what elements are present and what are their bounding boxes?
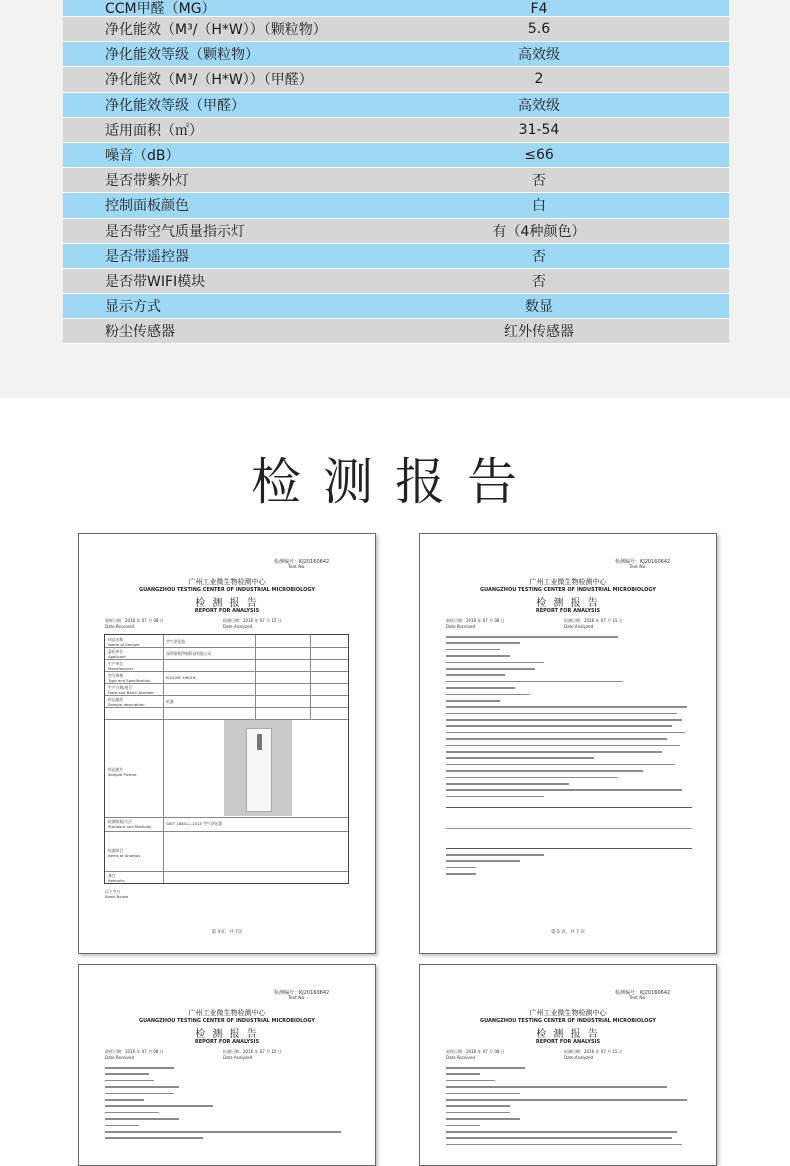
report-title-cn: 检 测 报 告 bbox=[195, 598, 259, 609]
date-analyzed: 检测日期：2016 年 07 月 15 日 bbox=[564, 1049, 623, 1054]
spec-label: 净化能效（M³/（H*W））（甲醛） bbox=[105, 72, 313, 89]
spec-row bbox=[63, 0, 729, 17]
spec-row bbox=[63, 294, 729, 319]
spec-value: 否 bbox=[532, 248, 546, 265]
spec-value: F4 bbox=[530, 1, 548, 17]
center-name-cn: 广州工业微生物检测中心 bbox=[529, 578, 607, 586]
spec-row bbox=[63, 168, 729, 193]
form-value-type: KJ1000F-H9018 bbox=[166, 675, 196, 680]
report-title-en: REPORT FOR ANALYSIS bbox=[194, 1039, 260, 1045]
spec-label: 净化能效等级（甲醛） bbox=[105, 97, 245, 114]
spec-table bbox=[63, 0, 729, 344]
date-analyzed: 检测日期：2016 年 07 月 15 日 bbox=[564, 618, 623, 623]
form-label-remarks: 备注 bbox=[108, 873, 116, 878]
form-label-batch-en: Date and Batch Number bbox=[108, 690, 155, 695]
form-label-picture: 样品照片 bbox=[108, 767, 124, 772]
report-page-4[interactable] bbox=[419, 964, 717, 1166]
spec-value: 高效级 bbox=[518, 97, 560, 114]
form-label-items: 检测项目 bbox=[108, 848, 124, 853]
date-received: 收样日期：2016 年 07 月 08 日 bbox=[105, 1049, 164, 1054]
section-title: 检测报告 bbox=[251, 453, 539, 511]
report-number-en: Test No. bbox=[288, 565, 306, 570]
form-label-applicant-en: Applicant bbox=[108, 654, 126, 659]
form-label-manufacturer-en: Manufacturer bbox=[108, 666, 134, 671]
results-table bbox=[446, 807, 692, 849]
report-number: 检测编号：KJ20160642 bbox=[615, 559, 671, 565]
report-page-2[interactable] bbox=[419, 533, 717, 954]
form-label-batch: 生产日期/批号 bbox=[108, 685, 133, 690]
spec-row bbox=[63, 319, 729, 344]
page-footer: 第 5 页，共 7 页 bbox=[551, 930, 585, 935]
spec-panel bbox=[0, 0, 790, 398]
spec-value: ≤66 bbox=[524, 147, 554, 164]
center-name-cn: 广州工业微生物检测中心 bbox=[188, 578, 266, 586]
spec-value: 白 bbox=[532, 198, 546, 215]
center-name-cn: 广州工业微生物检测中心 bbox=[529, 1009, 607, 1017]
form-label-picture-en: Sample Picture bbox=[108, 772, 137, 777]
center-name-en: GUANGZHOU TESTING CENTER OF INDUSTRIAL MICROBIOLOGY bbox=[479, 1018, 657, 1024]
form-label-applicant: 委托单位 bbox=[108, 649, 124, 654]
spec-label: 适用面积（㎡） bbox=[105, 122, 203, 139]
report-title-cn: 检 测 报 告 bbox=[536, 598, 600, 609]
report-number: 检测编号：KJ20160642 bbox=[274, 990, 330, 996]
spec-label: CCM甲醛（MG） bbox=[105, 1, 216, 17]
form-label-description: 样品描述 bbox=[108, 697, 124, 702]
spec-label: 净化能效（M³/（H*W））（颗粒物） bbox=[105, 22, 327, 39]
date-received-en: Date Received bbox=[105, 1055, 135, 1060]
date-received: 收样日期：2016 年 07 月 08 日 bbox=[446, 618, 505, 623]
date-analyzed: 检测日期：2016 年 07 月 15 日 bbox=[223, 618, 282, 623]
spec-value: 5.6 bbox=[527, 21, 551, 38]
spec-value: 红外传感器 bbox=[504, 324, 574, 341]
report-page-3[interactable] bbox=[78, 964, 376, 1166]
spec-value: 2 bbox=[534, 71, 544, 88]
spec-value: 有（4种颜色） bbox=[492, 223, 586, 240]
spec-label: 噪音（dB） bbox=[105, 148, 180, 165]
spec-row bbox=[63, 244, 729, 269]
report-title-en: REPORT FOR ANALYSIS bbox=[535, 1039, 601, 1045]
report-dates bbox=[105, 1049, 355, 1060]
spec-row bbox=[63, 118, 729, 143]
report-dates bbox=[446, 618, 696, 629]
form-label-type-en: Type and Specification bbox=[108, 678, 151, 683]
form-value-standard: GB/T 18801—2015 空气净化器 bbox=[166, 821, 223, 826]
report-dates bbox=[105, 618, 355, 629]
center-name-en: GUANGZHOU TESTING CENTER OF INDUSTRIAL MICROBIOLOGY bbox=[138, 1018, 316, 1024]
form-value-applicant: 深圳保利伊顿科技有限公司 bbox=[166, 651, 212, 656]
date-analyzed-en: Date Analyzed bbox=[223, 624, 253, 629]
spec-value: 31-54 bbox=[518, 121, 560, 138]
report-body-text bbox=[105, 1067, 351, 1144]
report-number-en: Test No. bbox=[629, 565, 647, 570]
form-label-items-en: Items of Analysis bbox=[108, 853, 141, 858]
spec-row bbox=[63, 17, 729, 42]
center-name-en: GUANGZHOU TESTING CENTER OF INDUSTRIAL MICROBIOLOGY bbox=[479, 587, 657, 593]
spec-row bbox=[63, 269, 729, 294]
form-value-description: 机器 bbox=[166, 699, 174, 704]
report-title-cn: 检 测 报 告 bbox=[536, 1029, 600, 1040]
spec-label: 控制面板颜色 bbox=[105, 198, 189, 215]
form-label-standard: 检测依据/方法 bbox=[108, 819, 133, 824]
center-name-en: GUANGZHOU TESTING CENTER OF INDUSTRIAL MICROBIOLOGY bbox=[138, 587, 316, 593]
spec-label: 粉尘传感器 bbox=[105, 324, 175, 341]
spec-row bbox=[63, 193, 729, 218]
report-number-en: Test No. bbox=[629, 996, 647, 1001]
blank-below: 以下空白 bbox=[105, 889, 121, 894]
spec-row bbox=[63, 42, 729, 67]
blank-below-en: Blank Below bbox=[105, 894, 129, 899]
date-analyzed-en: Date Analyzed bbox=[223, 1055, 253, 1060]
report-dates bbox=[446, 1049, 696, 1060]
center-name-cn: 广州工业微生物检测中心 bbox=[188, 1009, 266, 1017]
spec-label: 是否带紫外灯 bbox=[105, 173, 189, 190]
report-number: 检测编号：KJ20160642 bbox=[274, 559, 330, 565]
date-analyzed-en: Date Analyzed bbox=[564, 624, 594, 629]
form-label-sample-name-en: Name of Sample bbox=[108, 642, 140, 647]
form-label-sample-name: 样品名称 bbox=[108, 637, 124, 642]
spec-label: 是否带WIFI模块 bbox=[105, 273, 206, 290]
date-analyzed-en: Date Analyzed bbox=[564, 1055, 594, 1060]
page-footer: 第 4页，共 7页 bbox=[211, 930, 243, 935]
spec-row bbox=[63, 67, 729, 92]
report-title-en: REPORT FOR ANALYSIS bbox=[194, 608, 260, 614]
report-number-en: Test No. bbox=[288, 996, 306, 1001]
spec-label: 是否带空气质量指示灯 bbox=[105, 223, 245, 240]
spec-value: 数显 bbox=[525, 299, 553, 316]
form-label-remarks-en: Remarks bbox=[108, 878, 125, 883]
sample-photo bbox=[224, 720, 292, 816]
report-notes bbox=[446, 854, 692, 880]
report-title-cn: 检 测 报 告 bbox=[195, 1029, 259, 1040]
spec-row bbox=[63, 93, 729, 118]
spec-label: 显示方式 bbox=[105, 299, 161, 316]
date-received-en: Date Received bbox=[105, 624, 135, 629]
report-body-text bbox=[446, 1067, 692, 1150]
date-received-en: Date Received bbox=[446, 1055, 476, 1060]
date-received-en: Date Received bbox=[446, 624, 476, 629]
report-number: 检测编号：KJ20160642 bbox=[615, 990, 671, 996]
date-received: 收样日期：2016 年 07 月 08 日 bbox=[105, 618, 164, 623]
spec-value: 否 bbox=[532, 173, 546, 190]
form-label-manufacturer: 生产单位 bbox=[108, 661, 124, 666]
report-page-1[interactable] bbox=[78, 533, 376, 954]
date-analyzed: 检测日期：2016 年 07 月 15 日 bbox=[223, 1049, 282, 1054]
form-label-description-en: Sample description bbox=[108, 702, 145, 707]
spec-row bbox=[63, 219, 729, 244]
date-received: 收样日期：2016 年 07 月 08 日 bbox=[446, 1049, 505, 1054]
form-value-sample-name: 空气净化器 bbox=[166, 639, 185, 644]
spec-label: 是否带遥控器 bbox=[105, 248, 189, 265]
spec-value: 否 bbox=[532, 273, 546, 290]
spec-value: 高效级 bbox=[518, 47, 560, 64]
form-label-type: 型号规格 bbox=[108, 673, 124, 678]
spec-label: 净化能效等级（颗粒物） bbox=[105, 47, 259, 64]
spec-row bbox=[63, 143, 729, 168]
report-title-en: REPORT FOR ANALYSIS bbox=[535, 608, 601, 614]
report-body-text bbox=[446, 636, 692, 802]
form-label-standard-en: Standard and Methods bbox=[108, 824, 152, 829]
